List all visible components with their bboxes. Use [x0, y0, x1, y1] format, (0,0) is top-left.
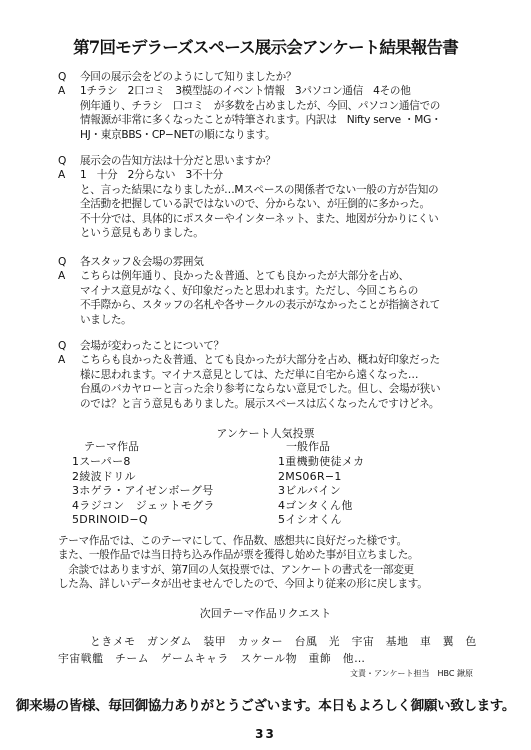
- answer-line: 様に思われます。マイナス意見としては、ただ単に自宅から遠くなった…: [80, 368, 419, 381]
- general-vote-header: 一般作品: [286, 440, 330, 453]
- answer-line: HJ・東京BBS・CP−NETの順になります。: [80, 128, 276, 141]
- vote-item: 3ホゲラ・アイゼンボーグ号: [72, 484, 214, 498]
- summary-line: した為、詳しいデータが出せませんでしたので、今回より従来の形に戻します。: [58, 578, 428, 591]
- question-text: 展示会の告知方法は十分だと思いますか？: [80, 155, 276, 167]
- answer-line: という意見もありました。: [80, 227, 204, 240]
- summary-line: 余談ではありますが、第7回の人気投票では、アンケートの書式を一部変更: [58, 563, 414, 576]
- summary-paragraph: [58, 534, 428, 592]
- question-text: 会場が変わったことについて？: [80, 340, 224, 352]
- answer-line: いました。: [80, 313, 132, 326]
- summary-line: また、一般作品では当日持ち込み作品が票を獲得し始めた事が目立ちました。: [58, 549, 419, 562]
- credit-line: 文責・アンケート担当 HBC 鍬原: [350, 669, 474, 678]
- vote-item: 1スーパー8: [72, 455, 131, 469]
- answer-line: と、言った結果になりましたが…Mスペースの関係者でない一般の方が告知の: [80, 183, 439, 196]
- a-marker: A: [58, 169, 66, 182]
- vote-item: 1重機動使徒メカ: [278, 455, 365, 469]
- request-heading: 次回テーマ作品リクエスト: [199, 607, 332, 620]
- question-text: 今回の展示会をどのようにして知りましたか？: [80, 71, 297, 83]
- q-marker: Q: [58, 340, 67, 352]
- page-title: 第7回モデラーズスペース展示会アンケート結果報告書: [73, 38, 458, 57]
- theme-vote-header: テーマ作品: [84, 440, 139, 453]
- question-text: 各スタッフ＆会場の雰囲気: [80, 256, 204, 268]
- vote-item: 2MS06R−1: [278, 469, 342, 483]
- a-marker: A: [58, 85, 66, 98]
- vote-item: 4ゴンタくん他: [278, 498, 353, 512]
- vote-item: 2綾波ドリル: [72, 469, 136, 483]
- thanks-message: 御来場の皆様、毎回御協力ありがとうございます。本日もよろしく御願い致します。: [15, 698, 516, 714]
- qa-block-4: [58, 339, 498, 411]
- answer-line: 例年通り、チラシ 口コミ が多数を占めましたが、今回、パソコン通信での: [80, 99, 441, 112]
- answer-line: こちらも良かった＆普通、とても良かったが大部分を占め、概ね好印象だった: [80, 354, 440, 367]
- answer-line: こちらは例年通り、良かった＆普通、とても良かったが大部分を占め、: [80, 270, 409, 283]
- request-line: 宇宙戦艦 チーム ゲームキャラ スケール物 重飾 他…: [58, 652, 366, 665]
- answer-line: 台風のバカヤローと言った余り参考にならない意見でした。但し、会場が狭い: [80, 383, 441, 396]
- a-marker: A: [58, 354, 66, 367]
- vote-item: 3ビルバイン: [278, 484, 342, 498]
- answer-line: 1チラシ 2口コミ 3模型誌のイベント情報 3パソコン通信 4その他: [80, 85, 411, 98]
- answer-line: 情報源が非常に多くなったことが特筆されます。内訳は Nifty serve ・MG・: [80, 114, 442, 127]
- answer-line: 全活動を把握している訳ではないので、分からない、が圧倒的に多かった。: [80, 198, 430, 211]
- qa-block-2: [58, 154, 498, 240]
- general-vote-list: [278, 440, 364, 527]
- vote-item: 5DRINOID−Q: [72, 513, 148, 527]
- answer-line: 1 十分 2分らない 3不十分: [80, 169, 223, 182]
- vote-item: 4ラジコン ジェットモグラ: [72, 498, 215, 512]
- request-line: ときメモ ガンダム 装甲 カッター 台風 光 宇宙 基地 車 翼 色: [90, 635, 477, 648]
- vote-item: 5イシオくん: [278, 513, 342, 527]
- answer-line: 不十分では、具体的にポスターやインターネット、また、地図が分かりにくい: [80, 212, 439, 225]
- q-marker: Q: [58, 71, 67, 83]
- qa-block-3: [58, 255, 498, 327]
- qa-block-1: [58, 70, 498, 142]
- answer-line: のでは？と言う意見もありました。展示スペースは広くなったんですけどネ。: [80, 397, 440, 410]
- vote-heading: アンケート人気投票: [216, 427, 315, 440]
- page-number: 33: [255, 727, 276, 741]
- answer-line: マイナス意見がなく、好印象だったと思われます。ただし、今回こちらの: [80, 284, 418, 297]
- answer-line: 不手際から、スタッフの名札や各サークルの表示がなかったことが指摘されて: [80, 299, 440, 312]
- theme-vote-list: [72, 440, 215, 527]
- summary-line: テーマ作品では、このテーマにして、作品数、感想共に良好だった様です。: [58, 535, 407, 547]
- a-marker: A: [58, 270, 66, 283]
- q-marker: Q: [58, 155, 67, 167]
- q-marker: Q: [58, 256, 67, 268]
